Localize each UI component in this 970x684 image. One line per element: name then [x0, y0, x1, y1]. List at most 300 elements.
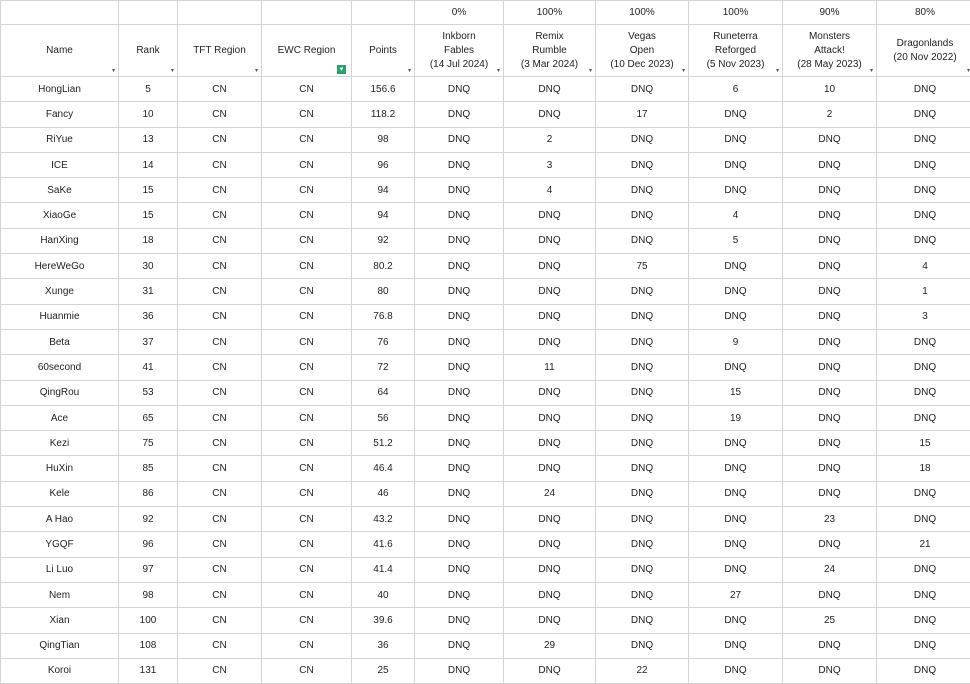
table-cell[interactable]: 51.2 — [352, 431, 415, 456]
table-cell[interactable]: DNQ — [783, 279, 877, 304]
table-cell[interactable]: CN — [178, 77, 262, 102]
table-cell[interactable]: DNQ — [783, 481, 877, 506]
table-cell[interactable]: DNQ — [504, 608, 596, 633]
table-cell[interactable]: DNQ — [783, 329, 877, 354]
table-cell[interactable]: DNQ — [415, 228, 504, 253]
table-cell[interactable]: DNQ — [689, 507, 783, 532]
table-cell[interactable]: CN — [178, 254, 262, 279]
column-header-date: (14 Jul 2024) — [415, 58, 503, 72]
table-cell[interactable]: SaKe — [1, 178, 119, 203]
table-cell[interactable]: DNQ — [877, 77, 970, 102]
chevron-down-icon[interactable]: ▾ — [776, 68, 779, 74]
table-cell[interactable]: CN — [178, 279, 262, 304]
table-cell[interactable]: CN — [178, 507, 262, 532]
table-cell[interactable]: DNQ — [596, 481, 689, 506]
table-cell[interactable]: QingRou — [1, 380, 119, 405]
table-cell[interactable]: DNQ — [596, 431, 689, 456]
table-cell[interactable]: 41.4 — [352, 557, 415, 582]
table-cell[interactable]: DNQ — [877, 329, 970, 354]
table-cell[interactable]: DNQ — [415, 152, 504, 177]
table-cell[interactable]: CN — [262, 507, 352, 532]
table-cell[interactable]: DNQ — [415, 481, 504, 506]
table-cell[interactable]: DNQ — [504, 456, 596, 481]
table-cell[interactable]: DNQ — [415, 557, 504, 582]
table-cell[interactable]: 15 — [689, 380, 783, 405]
table-cell[interactable]: 75 — [596, 254, 689, 279]
table-cell[interactable]: 96 — [352, 152, 415, 177]
table-cell[interactable]: CN — [178, 329, 262, 354]
table-cell[interactable]: DNQ — [504, 102, 596, 127]
weight-cell[interactable] — [1, 1, 119, 25]
table-cell[interactable]: 24 — [504, 481, 596, 506]
table-cell[interactable]: DNQ — [596, 228, 689, 253]
table-cell[interactable]: HuXin — [1, 456, 119, 481]
chevron-down-icon[interactable]: ▾ — [408, 68, 411, 74]
table-cell[interactable]: DNQ — [783, 456, 877, 481]
table-cell[interactable]: 24 — [783, 557, 877, 582]
table-cell[interactable]: 10 — [119, 102, 178, 127]
table-cell[interactable]: DNQ — [783, 380, 877, 405]
table-cell[interactable]: 2 — [783, 102, 877, 127]
table-cell[interactable]: Ace — [1, 405, 119, 430]
table-cell[interactable]: DNQ — [504, 304, 596, 329]
column-header[interactable] — [262, 25, 352, 77]
table-cell[interactable]: DNQ — [596, 127, 689, 152]
table-cell[interactable]: DNQ — [504, 658, 596, 683]
table-cell[interactable]: CN — [262, 102, 352, 127]
table-cell[interactable]: CN — [178, 608, 262, 633]
table-cell[interactable]: 80.2 — [352, 254, 415, 279]
table-cell[interactable]: 46.4 — [352, 456, 415, 481]
table-cell[interactable]: QingTian — [1, 633, 119, 658]
column-header[interactable] — [689, 25, 783, 77]
table-cell[interactable]: HongLian — [1, 77, 119, 102]
table-cell[interactable]: DNQ — [596, 405, 689, 430]
table-cell[interactable]: CN — [262, 279, 352, 304]
table-cell[interactable]: DNQ — [877, 405, 970, 430]
table-cell[interactable]: 94 — [352, 203, 415, 228]
table-cell[interactable]: CN — [178, 456, 262, 481]
table-cell[interactable]: Koroi — [1, 658, 119, 683]
table-cell[interactable]: Nem — [1, 582, 119, 607]
table-cell[interactable]: DNQ — [783, 178, 877, 203]
table-cell[interactable]: HereWeGo — [1, 254, 119, 279]
chevron-down-icon[interactable]: ▾ — [171, 68, 174, 74]
table-cell[interactable]: 5 — [689, 228, 783, 253]
table-cell[interactable]: DNQ — [877, 152, 970, 177]
table-cell[interactable]: CN — [262, 304, 352, 329]
table-cell[interactable]: CN — [178, 532, 262, 557]
table-cell[interactable]: 98 — [119, 582, 178, 607]
table-cell[interactable]: 30 — [119, 254, 178, 279]
table-cell[interactable]: 96 — [119, 532, 178, 557]
table-cell[interactable]: DNQ — [415, 633, 504, 658]
table-cell[interactable]: 17 — [596, 102, 689, 127]
table-cell[interactable]: DNQ — [689, 355, 783, 380]
table-cell[interactable]: DNQ — [689, 431, 783, 456]
table-cell[interactable]: DNQ — [689, 304, 783, 329]
table-cell[interactable]: 41.6 — [352, 532, 415, 557]
table-cell[interactable]: DNQ — [783, 228, 877, 253]
table-cell[interactable]: Li Luo — [1, 557, 119, 582]
table-cell[interactable]: DNQ — [415, 405, 504, 430]
table-cell[interactable]: DNQ — [596, 633, 689, 658]
table-cell[interactable]: 29 — [504, 633, 596, 658]
table-cell[interactable]: 4 — [689, 203, 783, 228]
table-cell[interactable]: 1 — [877, 279, 970, 304]
chevron-down-icon[interactable]: ▾ — [497, 68, 500, 74]
table-cell[interactable]: 22 — [596, 658, 689, 683]
table-cell[interactable]: 14 — [119, 152, 178, 177]
table-cell[interactable]: DNQ — [783, 152, 877, 177]
table-cell[interactable]: Huanmie — [1, 304, 119, 329]
table-cell[interactable]: DNQ — [504, 557, 596, 582]
table-cell[interactable]: DNQ — [877, 582, 970, 607]
table-cell[interactable]: DNQ — [596, 329, 689, 354]
table-cell[interactable]: CN — [262, 405, 352, 430]
table-cell[interactable]: 72 — [352, 355, 415, 380]
chevron-down-icon[interactable]: ▾ — [870, 68, 873, 74]
table-cell[interactable]: CN — [262, 254, 352, 279]
table-cell[interactable]: 41 — [119, 355, 178, 380]
table-cell[interactable]: 36 — [119, 304, 178, 329]
table-cell[interactable]: DNQ — [877, 178, 970, 203]
table-cell[interactable]: DNQ — [877, 380, 970, 405]
column-header[interactable] — [877, 25, 970, 77]
table-cell[interactable]: CN — [262, 127, 352, 152]
table-cell[interactable]: DNQ — [596, 152, 689, 177]
table-cell[interactable]: 15 — [119, 203, 178, 228]
table-cell[interactable]: DNQ — [504, 279, 596, 304]
table-cell[interactable]: CN — [262, 456, 352, 481]
table-cell[interactable]: 23 — [783, 507, 877, 532]
table-cell[interactable]: 37 — [119, 329, 178, 354]
table-cell[interactable]: CN — [178, 304, 262, 329]
table-cell[interactable]: 15 — [119, 178, 178, 203]
table-cell[interactable]: 64 — [352, 380, 415, 405]
table-cell[interactable]: DNQ — [596, 304, 689, 329]
column-header[interactable] — [504, 25, 596, 77]
table-cell[interactable]: DNQ — [415, 254, 504, 279]
table-cell[interactable]: YGQF — [1, 532, 119, 557]
table-cell[interactable]: 46 — [352, 481, 415, 506]
table-cell[interactable]: CN — [178, 102, 262, 127]
table-cell[interactable]: DNQ — [877, 481, 970, 506]
table-cell[interactable]: DNQ — [596, 582, 689, 607]
table-cell[interactable]: DNQ — [689, 254, 783, 279]
table-cell[interactable]: DNQ — [689, 608, 783, 633]
table-cell[interactable]: CN — [178, 178, 262, 203]
table-cell[interactable]: Xunge — [1, 279, 119, 304]
table-cell[interactable]: CN — [262, 532, 352, 557]
table-cell[interactable]: DNQ — [415, 507, 504, 532]
table-cell[interactable]: CN — [262, 481, 352, 506]
weight-cell[interactable] — [262, 1, 352, 25]
table-cell[interactable]: 60second — [1, 355, 119, 380]
table-cell[interactable]: 92 — [119, 507, 178, 532]
filter-icon[interactable]: ▾ — [337, 65, 346, 74]
table-cell[interactable]: DNQ — [504, 329, 596, 354]
table-cell[interactable]: CN — [178, 582, 262, 607]
table-cell[interactable]: 76.8 — [352, 304, 415, 329]
table-cell[interactable]: DNQ — [415, 380, 504, 405]
table-cell[interactable]: DNQ — [689, 557, 783, 582]
table-cell[interactable]: DNQ — [415, 431, 504, 456]
table-cell[interactable]: DNQ — [415, 127, 504, 152]
table-cell[interactable]: DNQ — [689, 456, 783, 481]
table-cell[interactable]: DNQ — [877, 507, 970, 532]
table-row — [1, 582, 970, 607]
table-cell[interactable]: 9 — [689, 329, 783, 354]
table-cell[interactable]: 65 — [119, 405, 178, 430]
weight-cell[interactable]: 80% — [877, 1, 970, 25]
table-cell[interactable]: DNQ — [415, 532, 504, 557]
table-cell[interactable]: Fancy — [1, 102, 119, 127]
table-cell[interactable]: DNQ — [596, 507, 689, 532]
table-cell[interactable]: DNQ — [877, 557, 970, 582]
table-cell[interactable]: CN — [262, 380, 352, 405]
column-header[interactable] — [1, 25, 119, 77]
table-cell[interactable]: 80 — [352, 279, 415, 304]
table-cell[interactable]: Beta — [1, 329, 119, 354]
table-cell[interactable]: 53 — [119, 380, 178, 405]
table-cell[interactable]: 18 — [119, 228, 178, 253]
table-cell[interactable]: DNQ — [504, 77, 596, 102]
table-cell[interactable]: DNQ — [415, 178, 504, 203]
table-cell[interactable]: DNQ — [415, 279, 504, 304]
table-cell[interactable]: DNQ — [689, 532, 783, 557]
table-cell[interactable]: 131 — [119, 658, 178, 683]
table-cell[interactable]: CN — [262, 178, 352, 203]
table-cell[interactable]: Xian — [1, 608, 119, 633]
table-cell[interactable]: 94 — [352, 178, 415, 203]
table-cell[interactable]: HanXing — [1, 228, 119, 253]
table-cell[interactable]: 25 — [352, 658, 415, 683]
table-cell[interactable]: 86 — [119, 481, 178, 506]
table-cell[interactable]: DNQ — [504, 431, 596, 456]
table-cell[interactable]: DNQ — [415, 456, 504, 481]
weight-cell[interactable]: 0% — [415, 1, 504, 25]
table-cell[interactable]: 4 — [877, 254, 970, 279]
table-cell[interactable]: CN — [262, 152, 352, 177]
table-cell[interactable]: DNQ — [415, 304, 504, 329]
chevron-down-icon[interactable]: ▾ — [112, 68, 115, 74]
chevron-down-icon[interactable]: ▾ — [589, 68, 592, 74]
table-cell[interactable]: DNQ — [877, 203, 970, 228]
table-cell[interactable]: CN — [262, 355, 352, 380]
table-cell[interactable]: DNQ — [689, 658, 783, 683]
table-cell[interactable]: CN — [262, 557, 352, 582]
table-cell[interactable]: 27 — [689, 582, 783, 607]
table-cell[interactable]: DNQ — [596, 77, 689, 102]
table-cell[interactable]: DNQ — [415, 582, 504, 607]
table-cell[interactable]: DNQ — [415, 203, 504, 228]
table-cell[interactable]: DNQ — [783, 431, 877, 456]
weight-cell[interactable]: 100% — [689, 1, 783, 25]
table-cell[interactable]: DNQ — [596, 279, 689, 304]
chevron-down-icon[interactable]: ▾ — [682, 68, 685, 74]
table-cell[interactable]: DNQ — [596, 532, 689, 557]
table-cell[interactable]: DNQ — [596, 355, 689, 380]
table-cell[interactable]: DNQ — [504, 507, 596, 532]
table-cell[interactable]: CN — [178, 228, 262, 253]
table-cell[interactable]: A Hao — [1, 507, 119, 532]
table-cell[interactable]: DNQ — [877, 633, 970, 658]
table-cell[interactable]: 3 — [504, 152, 596, 177]
chevron-down-icon[interactable]: ▾ — [967, 68, 970, 74]
table-cell[interactable]: 31 — [119, 279, 178, 304]
table-cell[interactable]: 13 — [119, 127, 178, 152]
weight-cell[interactable] — [352, 1, 415, 25]
table-cell[interactable]: CN — [262, 608, 352, 633]
table-cell[interactable]: DNQ — [877, 102, 970, 127]
column-header[interactable] — [596, 25, 689, 77]
table-cell[interactable]: DNQ — [877, 658, 970, 683]
table-cell[interactable]: DNQ — [596, 608, 689, 633]
table-cell[interactable]: DNQ — [504, 405, 596, 430]
table-cell[interactable]: DNQ — [504, 582, 596, 607]
column-header[interactable] — [178, 25, 262, 77]
table-cell[interactable]: Kele — [1, 481, 119, 506]
table-cell[interactable]: CN — [178, 152, 262, 177]
table-cell[interactable]: 2 — [504, 127, 596, 152]
table-cell[interactable]: DNQ — [783, 355, 877, 380]
table-cell[interactable]: 98 — [352, 127, 415, 152]
table-cell[interactable]: 3 — [877, 304, 970, 329]
table-cell[interactable]: DNQ — [596, 203, 689, 228]
table-cell[interactable]: 108 — [119, 633, 178, 658]
table-cell[interactable]: DNQ — [783, 304, 877, 329]
table-cell[interactable]: 21 — [877, 532, 970, 557]
table-cell[interactable]: DNQ — [504, 228, 596, 253]
table-cell[interactable]: CN — [178, 203, 262, 228]
table-cell[interactable]: 43.2 — [352, 507, 415, 532]
table-cell[interactable]: 18 — [877, 456, 970, 481]
table-cell[interactable]: DNQ — [783, 405, 877, 430]
table-cell[interactable]: DNQ — [877, 608, 970, 633]
table-cell[interactable]: CN — [178, 380, 262, 405]
table-cell[interactable]: DNQ — [504, 254, 596, 279]
weight-cell[interactable]: 100% — [504, 1, 596, 25]
table-cell[interactable]: CN — [262, 633, 352, 658]
table-cell[interactable]: DNQ — [415, 608, 504, 633]
table-cell[interactable]: 40 — [352, 582, 415, 607]
table-cell[interactable]: CN — [262, 203, 352, 228]
table-cell[interactable]: DNQ — [504, 532, 596, 557]
table-cell[interactable]: XiaoGe — [1, 203, 119, 228]
table-cell[interactable]: 19 — [689, 405, 783, 430]
table-cell[interactable]: DNQ — [689, 127, 783, 152]
table-cell[interactable]: CN — [178, 658, 262, 683]
weight-cell[interactable]: 90% — [783, 1, 877, 25]
table-cell[interactable]: DNQ — [877, 127, 970, 152]
table-cell[interactable]: 5 — [119, 77, 178, 102]
table-cell[interactable]: CN — [178, 355, 262, 380]
table-cell[interactable]: 97 — [119, 557, 178, 582]
column-header[interactable] — [119, 25, 178, 77]
table-cell[interactable]: 156.6 — [352, 77, 415, 102]
table-cell[interactable]: DNQ — [783, 203, 877, 228]
table-cell[interactable]: RiYue — [1, 127, 119, 152]
table-cell[interactable]: Kezi — [1, 431, 119, 456]
table-cell[interactable]: DNQ — [596, 380, 689, 405]
table-cell[interactable]: 25 — [783, 608, 877, 633]
table-cell[interactable]: 92 — [352, 228, 415, 253]
table-cell[interactable]: CN — [262, 228, 352, 253]
table-cell[interactable]: ICE — [1, 152, 119, 177]
table-cell[interactable]: DNQ — [783, 582, 877, 607]
table-cell[interactable]: 15 — [877, 431, 970, 456]
table-cell[interactable]: CN — [262, 431, 352, 456]
table-cell[interactable]: CN — [178, 405, 262, 430]
table-cell[interactable]: CN — [178, 481, 262, 506]
table-cell[interactable]: 10 — [783, 77, 877, 102]
table-cell[interactable]: DNQ — [689, 102, 783, 127]
table-cell[interactable]: DNQ — [783, 254, 877, 279]
table-cell[interactable]: DNQ — [415, 658, 504, 683]
table-cell[interactable]: DNQ — [689, 633, 783, 658]
table-cell[interactable]: DNQ — [596, 178, 689, 203]
table-cell[interactable]: DNQ — [596, 557, 689, 582]
table-cell[interactable]: 85 — [119, 456, 178, 481]
table-cell[interactable]: 36 — [352, 633, 415, 658]
table-cell[interactable]: DNQ — [783, 658, 877, 683]
table-cell[interactable]: DNQ — [415, 329, 504, 354]
table-cell[interactable]: 76 — [352, 329, 415, 354]
weight-cell[interactable]: 100% — [596, 1, 689, 25]
column-header[interactable] — [352, 25, 415, 77]
table-cell[interactable]: DNQ — [689, 279, 783, 304]
table-cell[interactable]: DNQ — [415, 102, 504, 127]
table-cell[interactable]: DNQ — [877, 228, 970, 253]
table-cell[interactable]: DNQ — [783, 127, 877, 152]
table-cell[interactable]: 6 — [689, 77, 783, 102]
table-cell[interactable]: 75 — [119, 431, 178, 456]
table-cell[interactable]: DNQ — [689, 481, 783, 506]
table-cell[interactable]: 11 — [504, 355, 596, 380]
table-cell[interactable]: CN — [262, 329, 352, 354]
table-cell[interactable]: CN — [178, 557, 262, 582]
table-cell[interactable]: CN — [262, 658, 352, 683]
table-cell[interactable]: DNQ — [689, 152, 783, 177]
table-cell[interactable]: CN — [262, 77, 352, 102]
table-cell[interactable]: DNQ — [504, 380, 596, 405]
table-cell[interactable]: 4 — [504, 178, 596, 203]
table-cell[interactable]: DNQ — [783, 633, 877, 658]
table-cell[interactable]: CN — [262, 582, 352, 607]
table-cell[interactable]: 100 — [119, 608, 178, 633]
table-cell[interactable]: CN — [178, 633, 262, 658]
table-cell[interactable]: DNQ — [783, 532, 877, 557]
table-cell[interactable]: CN — [178, 127, 262, 152]
table-cell[interactable]: CN — [178, 431, 262, 456]
table-cell[interactable]: DNQ — [504, 203, 596, 228]
table-row — [1, 203, 970, 228]
weight-cell[interactable] — [178, 1, 262, 25]
table-cell[interactable]: 118.2 — [352, 102, 415, 127]
table-cell[interactable]: DNQ — [877, 355, 970, 380]
column-header[interactable] — [783, 25, 877, 77]
table-cell[interactable]: DNQ — [689, 178, 783, 203]
table-cell[interactable]: DNQ — [596, 456, 689, 481]
table-cell[interactable]: 56 — [352, 405, 415, 430]
weight-cell[interactable] — [119, 1, 178, 25]
table-cell[interactable]: DNQ — [415, 355, 504, 380]
chevron-down-icon[interactable]: ▾ — [255, 68, 258, 74]
table-cell[interactable]: 39.6 — [352, 608, 415, 633]
table-cell[interactable]: DNQ — [415, 77, 504, 102]
column-header[interactable] — [415, 25, 504, 77]
